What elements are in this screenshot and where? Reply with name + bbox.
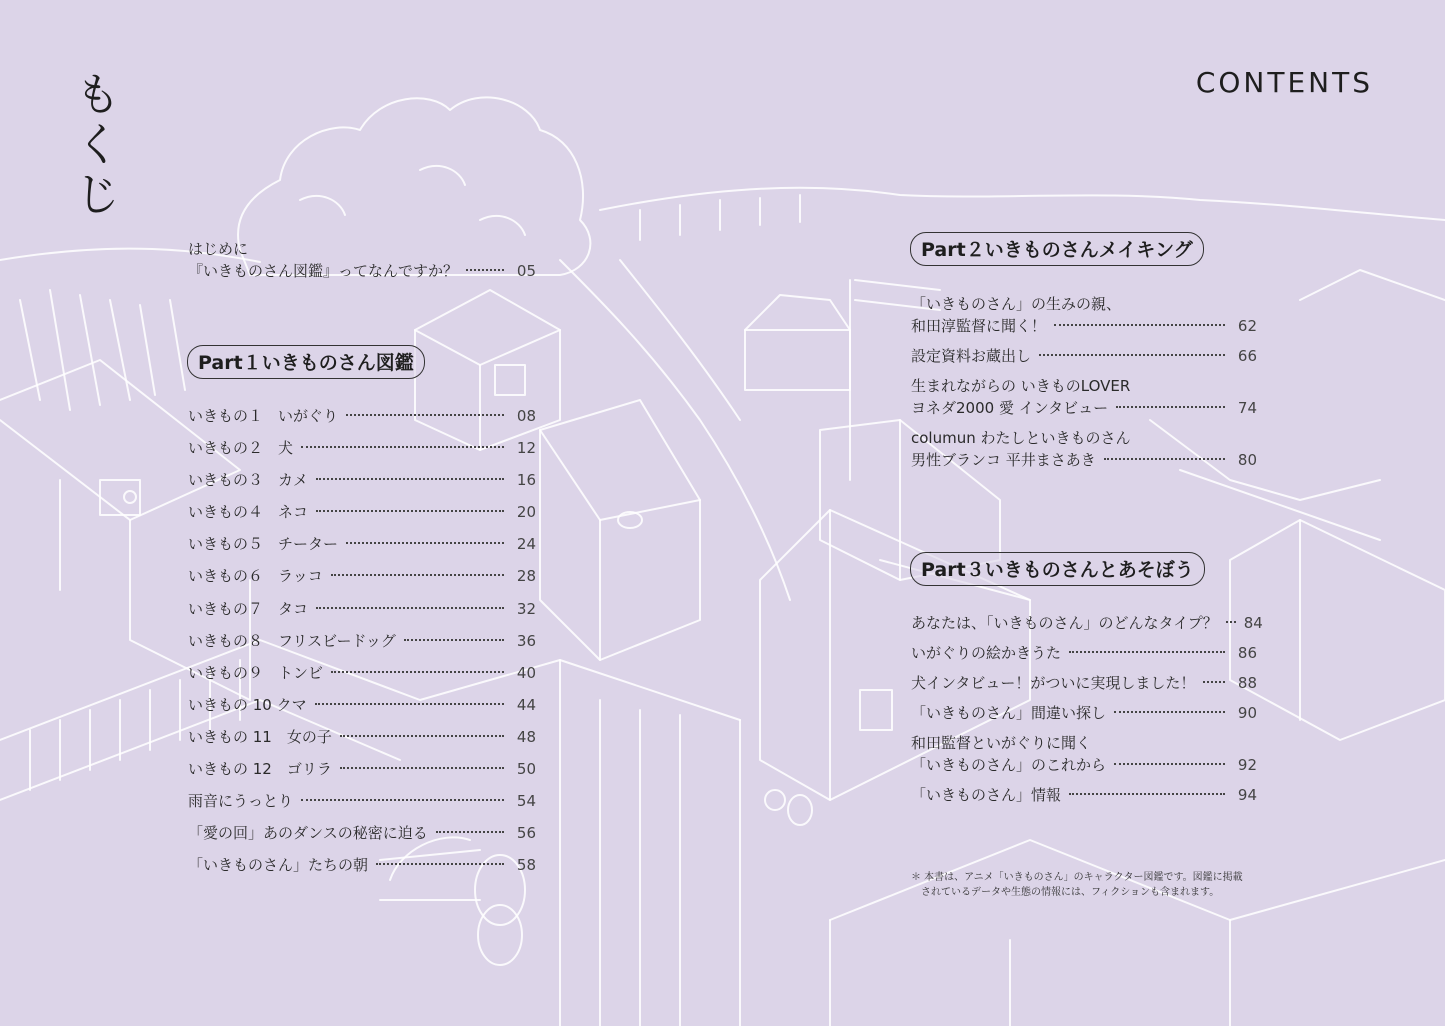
page-title-english: CONTENTS <box>1195 66 1373 99</box>
toc-row[interactable] <box>188 790 536 822</box>
toc-row[interactable] <box>911 672 1257 694</box>
toc-label: いきもの 11 女の子 <box>188 727 332 746</box>
dot-leader <box>404 639 504 641</box>
dot-leader <box>315 703 504 705</box>
toc-row[interactable] <box>188 469 536 501</box>
dot-leader <box>376 863 504 865</box>
page-number: 32 <box>516 599 536 618</box>
page-number: 16 <box>516 471 536 490</box>
toc-row[interactable] <box>188 598 536 630</box>
page-number: 40 <box>516 663 536 682</box>
toc-row[interactable] <box>911 449 1257 471</box>
dot-leader <box>1203 681 1225 683</box>
toc-sub-label: columun わたしといきものさん <box>911 429 1131 447</box>
part3-list <box>911 612 1263 814</box>
toc-row[interactable] <box>911 315 1257 337</box>
dot-leader <box>1069 793 1225 795</box>
intro-entry[interactable] <box>188 238 536 282</box>
toc-label: いきもの１ いがぐり <box>188 407 339 425</box>
dot-leader <box>1226 621 1236 623</box>
toc-label: 和田淳監督に聞く！ <box>911 317 1047 335</box>
toc-label: いきもの４ ネコ <box>188 503 309 522</box>
toc-sub-label: 和田監督といがぐりに聞く <box>911 734 1092 752</box>
toc-label: いきもの５ チーター <box>188 535 339 554</box>
dot-leader <box>316 510 504 512</box>
toc-label: いがぐりの絵かきうた <box>911 644 1062 662</box>
footnote <box>911 870 1261 900</box>
toc-sub-label: 生まれながらの いきものLOVER <box>911 377 1131 395</box>
dot-leader <box>340 735 504 737</box>
toc-label: あなたは、「いきものさん」のどんなタイプ？ <box>911 614 1218 632</box>
toc-label: 設定資料お蔵出し <box>911 347 1032 365</box>
page-number: 28 <box>516 567 536 586</box>
dot-leader <box>316 478 504 480</box>
list-item[interactable] <box>911 672 1257 694</box>
toc-row[interactable] <box>188 501 536 533</box>
toc-row[interactable] <box>911 397 1257 419</box>
page-number: 48 <box>516 727 536 746</box>
page-number: 54 <box>516 792 536 811</box>
footnote-line: ＊ 本書は、アニメ「いきものさん」のキャラクター図鑑です。図鑑に掲載 <box>911 872 1243 883</box>
page-number: 94 <box>1237 786 1257 804</box>
toc-row[interactable] <box>911 642 1257 664</box>
page-number: 50 <box>516 760 536 779</box>
list-item[interactable] <box>911 612 1263 634</box>
dot-leader <box>301 799 504 801</box>
toc-row[interactable] <box>911 754 1257 776</box>
list-item[interactable] <box>911 293 1257 337</box>
part1-list <box>188 405 536 886</box>
toc-row[interactable] <box>188 630 536 662</box>
dot-leader <box>1116 406 1225 408</box>
page-number: 86 <box>1237 644 1257 662</box>
page-number: 20 <box>516 503 536 522</box>
toc-label: 犬インタビュー！がついに実現しました！ <box>911 674 1196 692</box>
toc-row[interactable] <box>911 345 1257 367</box>
dot-leader <box>1104 458 1225 460</box>
dot-leader <box>466 269 504 271</box>
toc-label: 「いきものさん」間違い探し <box>911 704 1107 722</box>
toc-label: いきもの８ フリスビードッグ <box>188 631 396 650</box>
toc-label: 「いきものさん」たちの朝 <box>188 856 369 875</box>
toc-sub-label: 「いきものさん」の生みの親、 <box>911 295 1122 313</box>
toc-row[interactable] <box>188 405 536 437</box>
toc-label: 「いきものさん」のこれから <box>911 756 1107 774</box>
page-number: 12 <box>516 439 536 458</box>
dot-leader <box>331 671 504 673</box>
toc-row[interactable] <box>188 437 536 469</box>
dot-leader <box>436 831 504 833</box>
toc-label: いきもの６ ラッコ <box>188 567 323 586</box>
page-title-japanese: もくじ <box>68 70 122 220</box>
dot-leader <box>340 767 504 769</box>
dot-leader <box>316 607 504 609</box>
toc-label: いきもの 12 ゴリラ <box>188 760 332 779</box>
toc-row[interactable] <box>911 784 1257 806</box>
toc-row[interactable] <box>188 854 536 886</box>
dot-leader <box>1054 324 1225 326</box>
toc-row[interactable] <box>188 694 536 726</box>
toc-label: 「いきものさん」情報 <box>911 786 1062 804</box>
list-item[interactable] <box>911 702 1257 724</box>
toc-label: いきもの２ 犬 <box>188 439 294 458</box>
toc-row[interactable] <box>188 565 536 597</box>
page-number: 44 <box>516 695 536 714</box>
dot-leader <box>331 574 504 576</box>
page-number: 58 <box>516 856 536 875</box>
dot-leader <box>346 542 504 544</box>
list-item[interactable] <box>911 642 1257 664</box>
toc-label: いきもの３ カメ <box>188 471 309 490</box>
toc-label: 「愛の回」あのダンスの秘密に迫る <box>188 824 428 843</box>
toc-label: ヨネダ2000 愛 インタビュー <box>911 399 1109 417</box>
page-number: 74 <box>1237 399 1257 417</box>
toc-row[interactable] <box>188 662 536 694</box>
toc-row[interactable] <box>911 702 1257 724</box>
page-number: 66 <box>1237 347 1257 365</box>
page-number: 08 <box>516 407 536 425</box>
dot-leader <box>346 414 504 416</box>
page-number: 92 <box>1237 756 1257 774</box>
intro-heading: はじめに <box>188 240 249 258</box>
page-number: 62 <box>1237 317 1257 335</box>
toc-label: 雨音にうっとり <box>188 792 294 811</box>
toc-row[interactable] <box>188 822 536 854</box>
page-number: 80 <box>1237 451 1257 469</box>
list-item[interactable] <box>911 345 1257 367</box>
toc-row[interactable] <box>188 726 536 758</box>
page-number: 36 <box>516 631 536 650</box>
toc-row[interactable] <box>188 533 536 565</box>
toc-row[interactable] <box>188 260 536 282</box>
list-item[interactable] <box>911 732 1257 776</box>
toc-row[interactable] <box>911 612 1263 634</box>
dot-leader <box>1069 651 1225 653</box>
footnote-line: されているデータや生態の情報には、フィクションも含まれます。 <box>921 887 1220 898</box>
part3-heading[interactable]: Part３いきものさんとあそぼう <box>910 552 1205 586</box>
toc-label: いきもの７ タコ <box>188 599 309 618</box>
part1-heading[interactable]: Part１いきものさん図鑑 <box>187 345 425 379</box>
part2-list <box>911 293 1257 479</box>
page-number: 24 <box>516 535 536 554</box>
toc-row[interactable] <box>188 758 536 790</box>
list-item[interactable] <box>911 784 1257 806</box>
page-number: 84 <box>1243 614 1263 632</box>
dot-leader <box>301 446 504 448</box>
page-number: 88 <box>1237 674 1257 692</box>
part2-heading[interactable]: Part２いきものさんメイキング <box>910 232 1204 266</box>
list-item[interactable] <box>911 427 1257 471</box>
dot-leader <box>1114 763 1225 765</box>
page-number: 56 <box>516 824 536 843</box>
list-item[interactable] <box>911 375 1257 419</box>
toc-label: いきもの９ トンビ <box>188 663 324 682</box>
toc-label: 『いきものさん図鑑』ってなんですか？ <box>188 262 459 280</box>
page-number: 05 <box>516 262 536 280</box>
dot-leader <box>1039 354 1225 356</box>
dot-leader <box>1114 711 1225 713</box>
page-number: 90 <box>1237 704 1257 722</box>
toc-label: いきもの 10 クマ <box>188 695 307 714</box>
toc-label: 男性ブランコ 平井まさあき <box>911 451 1096 469</box>
